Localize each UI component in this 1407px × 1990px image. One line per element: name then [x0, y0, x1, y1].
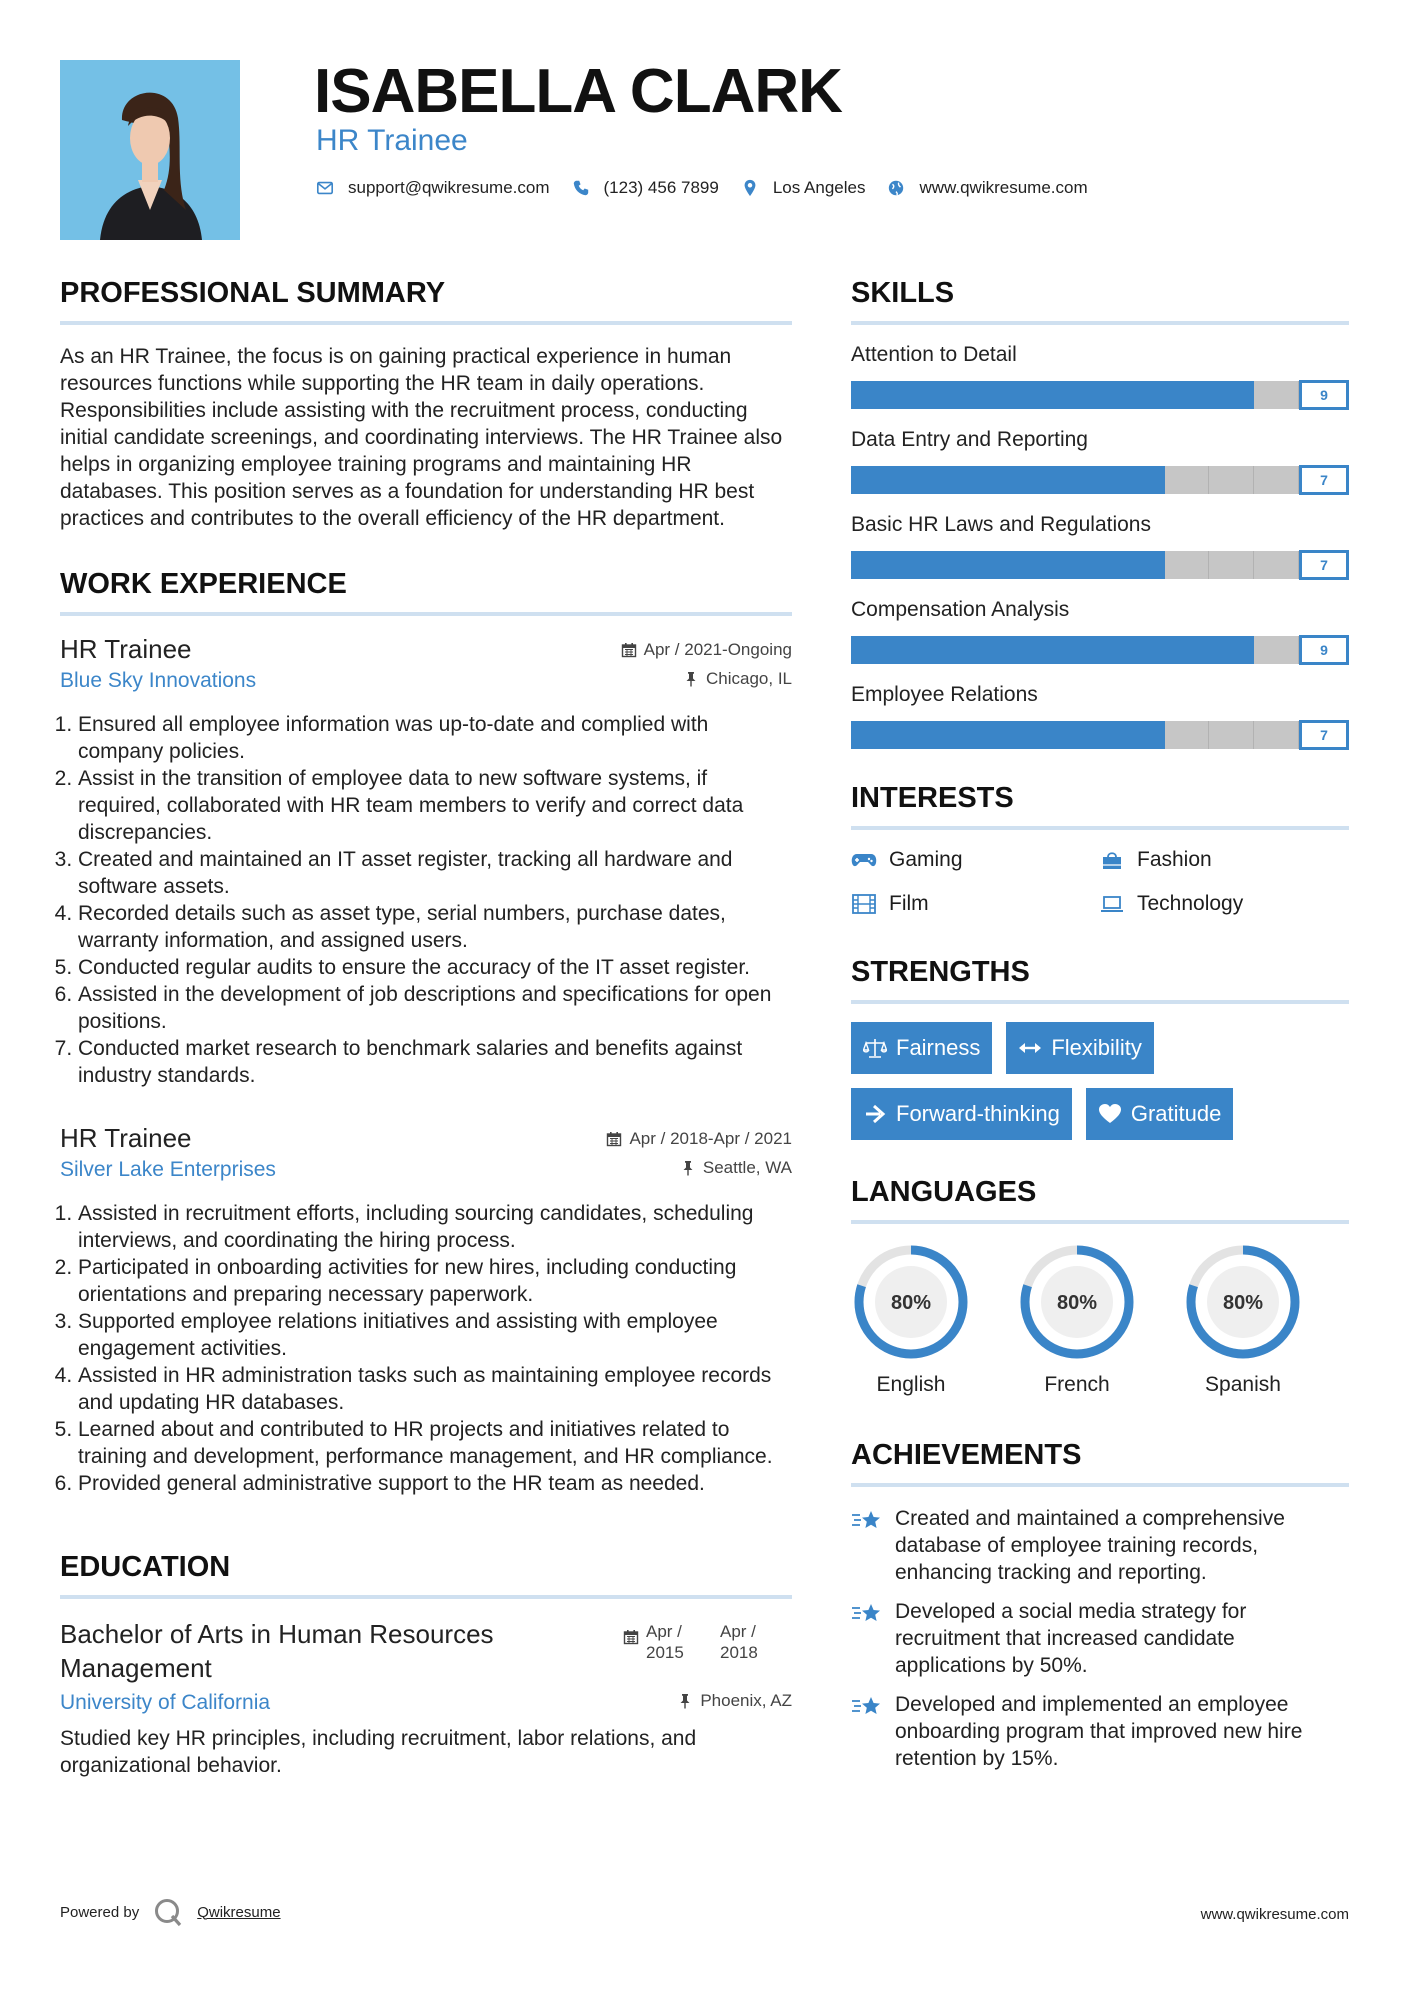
footer-website[interactable]: www.qwikresume.com — [1200, 1906, 1349, 1923]
footer-powered-by — [60, 1897, 281, 1927]
skill-bar-track — [851, 721, 1299, 749]
interest-item — [1099, 848, 1347, 872]
interest-item — [1099, 892, 1347, 916]
strengths-section — [851, 954, 1349, 1140]
shopping-bag-icon — [1099, 849, 1125, 871]
candidate-name: ISABELLA CLARK — [314, 57, 842, 126]
education-start: Apr / 2015 — [646, 1622, 684, 1662]
contact-email[interactable]: support@qwikresume.com — [348, 178, 550, 197]
arrows-horizontal-icon — [1018, 1037, 1042, 1059]
skill-level-badge: 7 — [1299, 720, 1349, 750]
strength-tag — [1006, 1022, 1153, 1074]
interest-label: Gaming — [889, 848, 963, 871]
languages-section — [851, 1174, 1349, 1397]
section-title-interests: INTERESTS — [851, 780, 1349, 830]
experience-section — [60, 566, 792, 1497]
achievement-text: Developed a social media strategy for recruitment that increased candidate applications by 50%. — [895, 1600, 1247, 1677]
globe-icon — [887, 179, 905, 197]
skill-bar — [851, 380, 1349, 410]
education-location-text: Phoenix, AZ — [700, 1691, 792, 1710]
skill-bar-segment — [1254, 381, 1299, 409]
skill-level-badge: 9 — [1299, 380, 1349, 410]
arrow-right-icon — [863, 1103, 887, 1125]
skill-bar-fill — [851, 551, 1165, 579]
strength-label: Flexibility — [1051, 1035, 1142, 1060]
pushpin-icon — [680, 1160, 696, 1176]
skill-item — [851, 598, 1349, 665]
skill-name: Data Entry and Reporting — [851, 428, 1088, 451]
job-location-text: Seattle, WA — [702, 1158, 792, 1177]
education-section — [60, 1549, 792, 1779]
section-title-languages: LANGUAGES — [851, 1174, 1349, 1224]
calendar-icon — [623, 1629, 639, 1645]
job-dates-text: Apr / 2021-Ongoing — [643, 640, 792, 659]
skill-bar — [851, 465, 1349, 495]
interests-list — [851, 848, 1349, 916]
skill-name: Compensation Analysis — [851, 598, 1070, 621]
language-item — [851, 1242, 971, 1397]
skill-bar-segment — [1209, 466, 1254, 494]
education-dates — [623, 1621, 792, 1685]
achievement-item — [851, 1691, 1349, 1772]
skill-bar-segment — [1254, 721, 1299, 749]
section-title-experience: WORK EXPERIENCE — [60, 566, 792, 616]
skill-bar-track — [851, 551, 1299, 579]
contact-phone[interactable]: (123) 456 7899 — [603, 178, 719, 197]
strength-label: Forward-thinking — [896, 1101, 1060, 1126]
shooting-star-icon — [851, 1507, 885, 1535]
duty-item: 6. Provided general administrative support to the HR team as needed. — [78, 1470, 792, 1497]
skill-bar-track — [851, 636, 1299, 664]
interest-item — [851, 892, 1099, 916]
profile-photo — [60, 60, 240, 240]
language-ring — [851, 1242, 971, 1362]
skill-bar-segment — [1254, 636, 1299, 664]
skill-bar — [851, 550, 1349, 580]
job-entry — [60, 634, 792, 1089]
strengths-list — [851, 1022, 1321, 1140]
skill-bar-segment — [1165, 721, 1210, 749]
achievements-section — [851, 1437, 1349, 1772]
duty-item: 4. Recorded details such as asset type, serial numbers, purchase dates, warranty information, and assigned users. — [78, 900, 792, 954]
phone-icon — [572, 179, 590, 197]
skill-bar-segment — [1209, 551, 1254, 579]
powered-by-label: Powered by — [60, 1903, 140, 1921]
envelope-icon — [316, 179, 334, 197]
skill-level-badge: 7 — [1299, 550, 1349, 580]
strength-label: Fairness — [896, 1035, 981, 1060]
skill-level-badge: 7 — [1299, 465, 1349, 495]
interests-section — [851, 780, 1349, 916]
duty-item: 7. Conducted market research to benchmark salaries and benefits against industry standards. — [78, 1035, 792, 1089]
language-item — [1017, 1242, 1137, 1397]
interest-label: Technology — [1137, 892, 1244, 915]
job-location-text: Chicago, IL — [706, 669, 792, 688]
skill-bar-fill — [851, 636, 1254, 664]
gamepad-icon — [851, 849, 877, 871]
strength-label: Gratitude — [1130, 1101, 1222, 1126]
education-school: University of California — [60, 1691, 271, 1714]
job-duties — [60, 711, 792, 1089]
duty-item: 5. Learned about and contributed to HR projects and initiatives related to training and development, performance management, and HR compliance. — [78, 1416, 792, 1470]
skill-item — [851, 428, 1349, 495]
skill-bar-segment — [1209, 721, 1254, 749]
pushpin-icon — [677, 1693, 693, 1709]
skill-bar — [851, 635, 1349, 665]
language-ring — [1183, 1242, 1303, 1362]
section-title-summary: PROFESSIONAL SUMMARY — [60, 275, 792, 325]
right-column — [851, 275, 1349, 1784]
duty-item: 2. Assist in the transition of employee data to new software systems, if required, collaborated with HR team members to verify and correct data discrepancies. — [78, 765, 792, 846]
summary-text: As an HR Trainee, the focus is on gaining practical experience in human resources functions while supporting the HR team in daily operations. Responsibilities include assisting with the recruitment process, conducting initial candidate screenings, and coordinating interviews. The HR Trainee also helps in organizing employee training programs and maintaining HR databases. This position serves as a foundation for understanding HR best practices and contributes to the overall efficiency of the HR department. — [60, 345, 783, 530]
skill-bar-track — [851, 466, 1299, 494]
left-column — [60, 275, 792, 1779]
language-percent: 80% — [890, 1292, 932, 1314]
skill-item — [851, 683, 1349, 750]
skill-level-badge: 9 — [1299, 635, 1349, 665]
job-entry — [60, 1123, 792, 1497]
duty-item: 2. Participated in onboarding activities for new hires, including conducting orientations and preparing necessary paperwork. — [78, 1254, 792, 1308]
job-location — [680, 1158, 792, 1178]
scale-icon — [863, 1037, 887, 1059]
contact-website[interactable]: www.qwikresume.com — [919, 178, 1088, 197]
section-title-achievements: ACHIEVEMENTS — [851, 1437, 1349, 1487]
strength-tag — [851, 1022, 992, 1074]
skills-section — [851, 275, 1349, 750]
duty-item: 3. Supported employee relations initiatives and assisting with employee engagement activities. — [78, 1308, 792, 1362]
qwikresume-link[interactable]: Qwikresume — [197, 1903, 281, 1921]
achievement-text: Created and maintained a comprehensive database of employee training records, enhancing tracking and reporting. — [895, 1507, 1285, 1584]
duty-item: 1. Ensured all employee information was up-to-date and complied with company policies. — [78, 711, 792, 765]
language-percent: 80% — [1056, 1292, 1098, 1314]
job-company: Blue Sky Innovations — [60, 669, 257, 692]
language-item — [1183, 1242, 1303, 1397]
skill-bar — [851, 720, 1349, 750]
skill-bar-segment — [1254, 551, 1299, 579]
skill-name: Attention to Detail — [851, 343, 1017, 366]
skill-bar-segment — [1165, 551, 1210, 579]
strength-tag — [1086, 1088, 1234, 1140]
language-percent: 80% — [1222, 1292, 1264, 1314]
education-location — [677, 1691, 792, 1711]
contact-location: Los Angeles — [772, 178, 866, 197]
job-location — [683, 669, 792, 689]
skill-name: Basic HR Laws and Regulations — [851, 513, 1151, 536]
job-company: Silver Lake Enterprises — [60, 1158, 276, 1181]
skill-bar-track — [851, 381, 1299, 409]
shooting-star-icon — [851, 1600, 885, 1628]
contact-bar — [316, 178, 1110, 198]
language-name: English — [876, 1373, 946, 1396]
duty-item: 3. Created and maintained an IT asset register, tracking all hardware and software assets. — [78, 846, 792, 900]
skill-bar-segment — [1165, 466, 1210, 494]
section-title-education: EDUCATION — [60, 1549, 792, 1599]
shooting-star-icon — [851, 1693, 885, 1721]
summary-section — [60, 275, 792, 532]
education-end: Apr / 2018 — [720, 1622, 758, 1662]
map-pin-icon — [741, 179, 759, 197]
job-title: HR Trainee — [60, 1123, 192, 1153]
education-description: Studied key HR principles, including recruitment, labor relations, and organizational behavior. — [60, 1727, 697, 1777]
duty-item: 1. Assisted in recruitment efforts, including sourcing candidates, scheduling interviews, and coordinating the hiring process. — [78, 1200, 792, 1254]
skill-bar-fill — [851, 381, 1254, 409]
education-degree: Bachelor of Arts in Human Resources Management — [60, 1619, 494, 1683]
pushpin-icon — [683, 671, 699, 687]
calendar-icon — [606, 1131, 622, 1147]
skill-name: Employee Relations — [851, 683, 1038, 706]
film-icon — [851, 893, 877, 915]
achievement-item — [851, 1598, 1349, 1679]
section-title-strengths: STRENGTHS — [851, 954, 1349, 1004]
language-name: Spanish — [1205, 1373, 1281, 1396]
skill-item — [851, 513, 1349, 580]
language-name: French — [1044, 1373, 1110, 1396]
interest-item — [851, 848, 1099, 872]
skill-bar-fill — [851, 466, 1165, 494]
section-title-skills: SKILLS — [851, 275, 1349, 325]
heart-icon — [1098, 1103, 1122, 1125]
languages-list — [851, 1242, 1349, 1397]
achievement-item — [851, 1505, 1349, 1586]
job-dates — [621, 640, 792, 660]
job-dates — [606, 1129, 792, 1149]
job-title: HR Trainee — [60, 634, 192, 664]
duty-item: 5. Conducted regular audits to ensure the accuracy of the IT asset register. — [78, 954, 792, 981]
skill-item — [851, 343, 1349, 410]
candidate-role: HR Trainee — [316, 124, 468, 157]
duty-item: 6. Assisted in the development of job descriptions and specifications for open positions. — [78, 981, 792, 1035]
interest-label: Film — [889, 892, 929, 915]
interest-label: Fashion — [1137, 848, 1212, 871]
duty-item: 4. Assisted in HR administration tasks such as maintaining employee records and updating HR databases. — [78, 1362, 792, 1416]
language-ring — [1017, 1242, 1137, 1362]
skill-bar-fill — [851, 721, 1165, 749]
qwikresume-logo-icon — [153, 1897, 183, 1927]
calendar-icon — [621, 642, 637, 658]
job-duties — [60, 1200, 792, 1497]
strength-tag — [851, 1088, 1072, 1140]
skills-list — [851, 343, 1349, 750]
achievement-text: Developed and implemented an employee onboarding program that improved new hire retention by 15%. — [895, 1693, 1303, 1770]
job-dates-text: Apr / 2018-Apr / 2021 — [629, 1129, 792, 1148]
skill-bar-segment — [1254, 466, 1299, 494]
laptop-icon — [1099, 893, 1125, 915]
